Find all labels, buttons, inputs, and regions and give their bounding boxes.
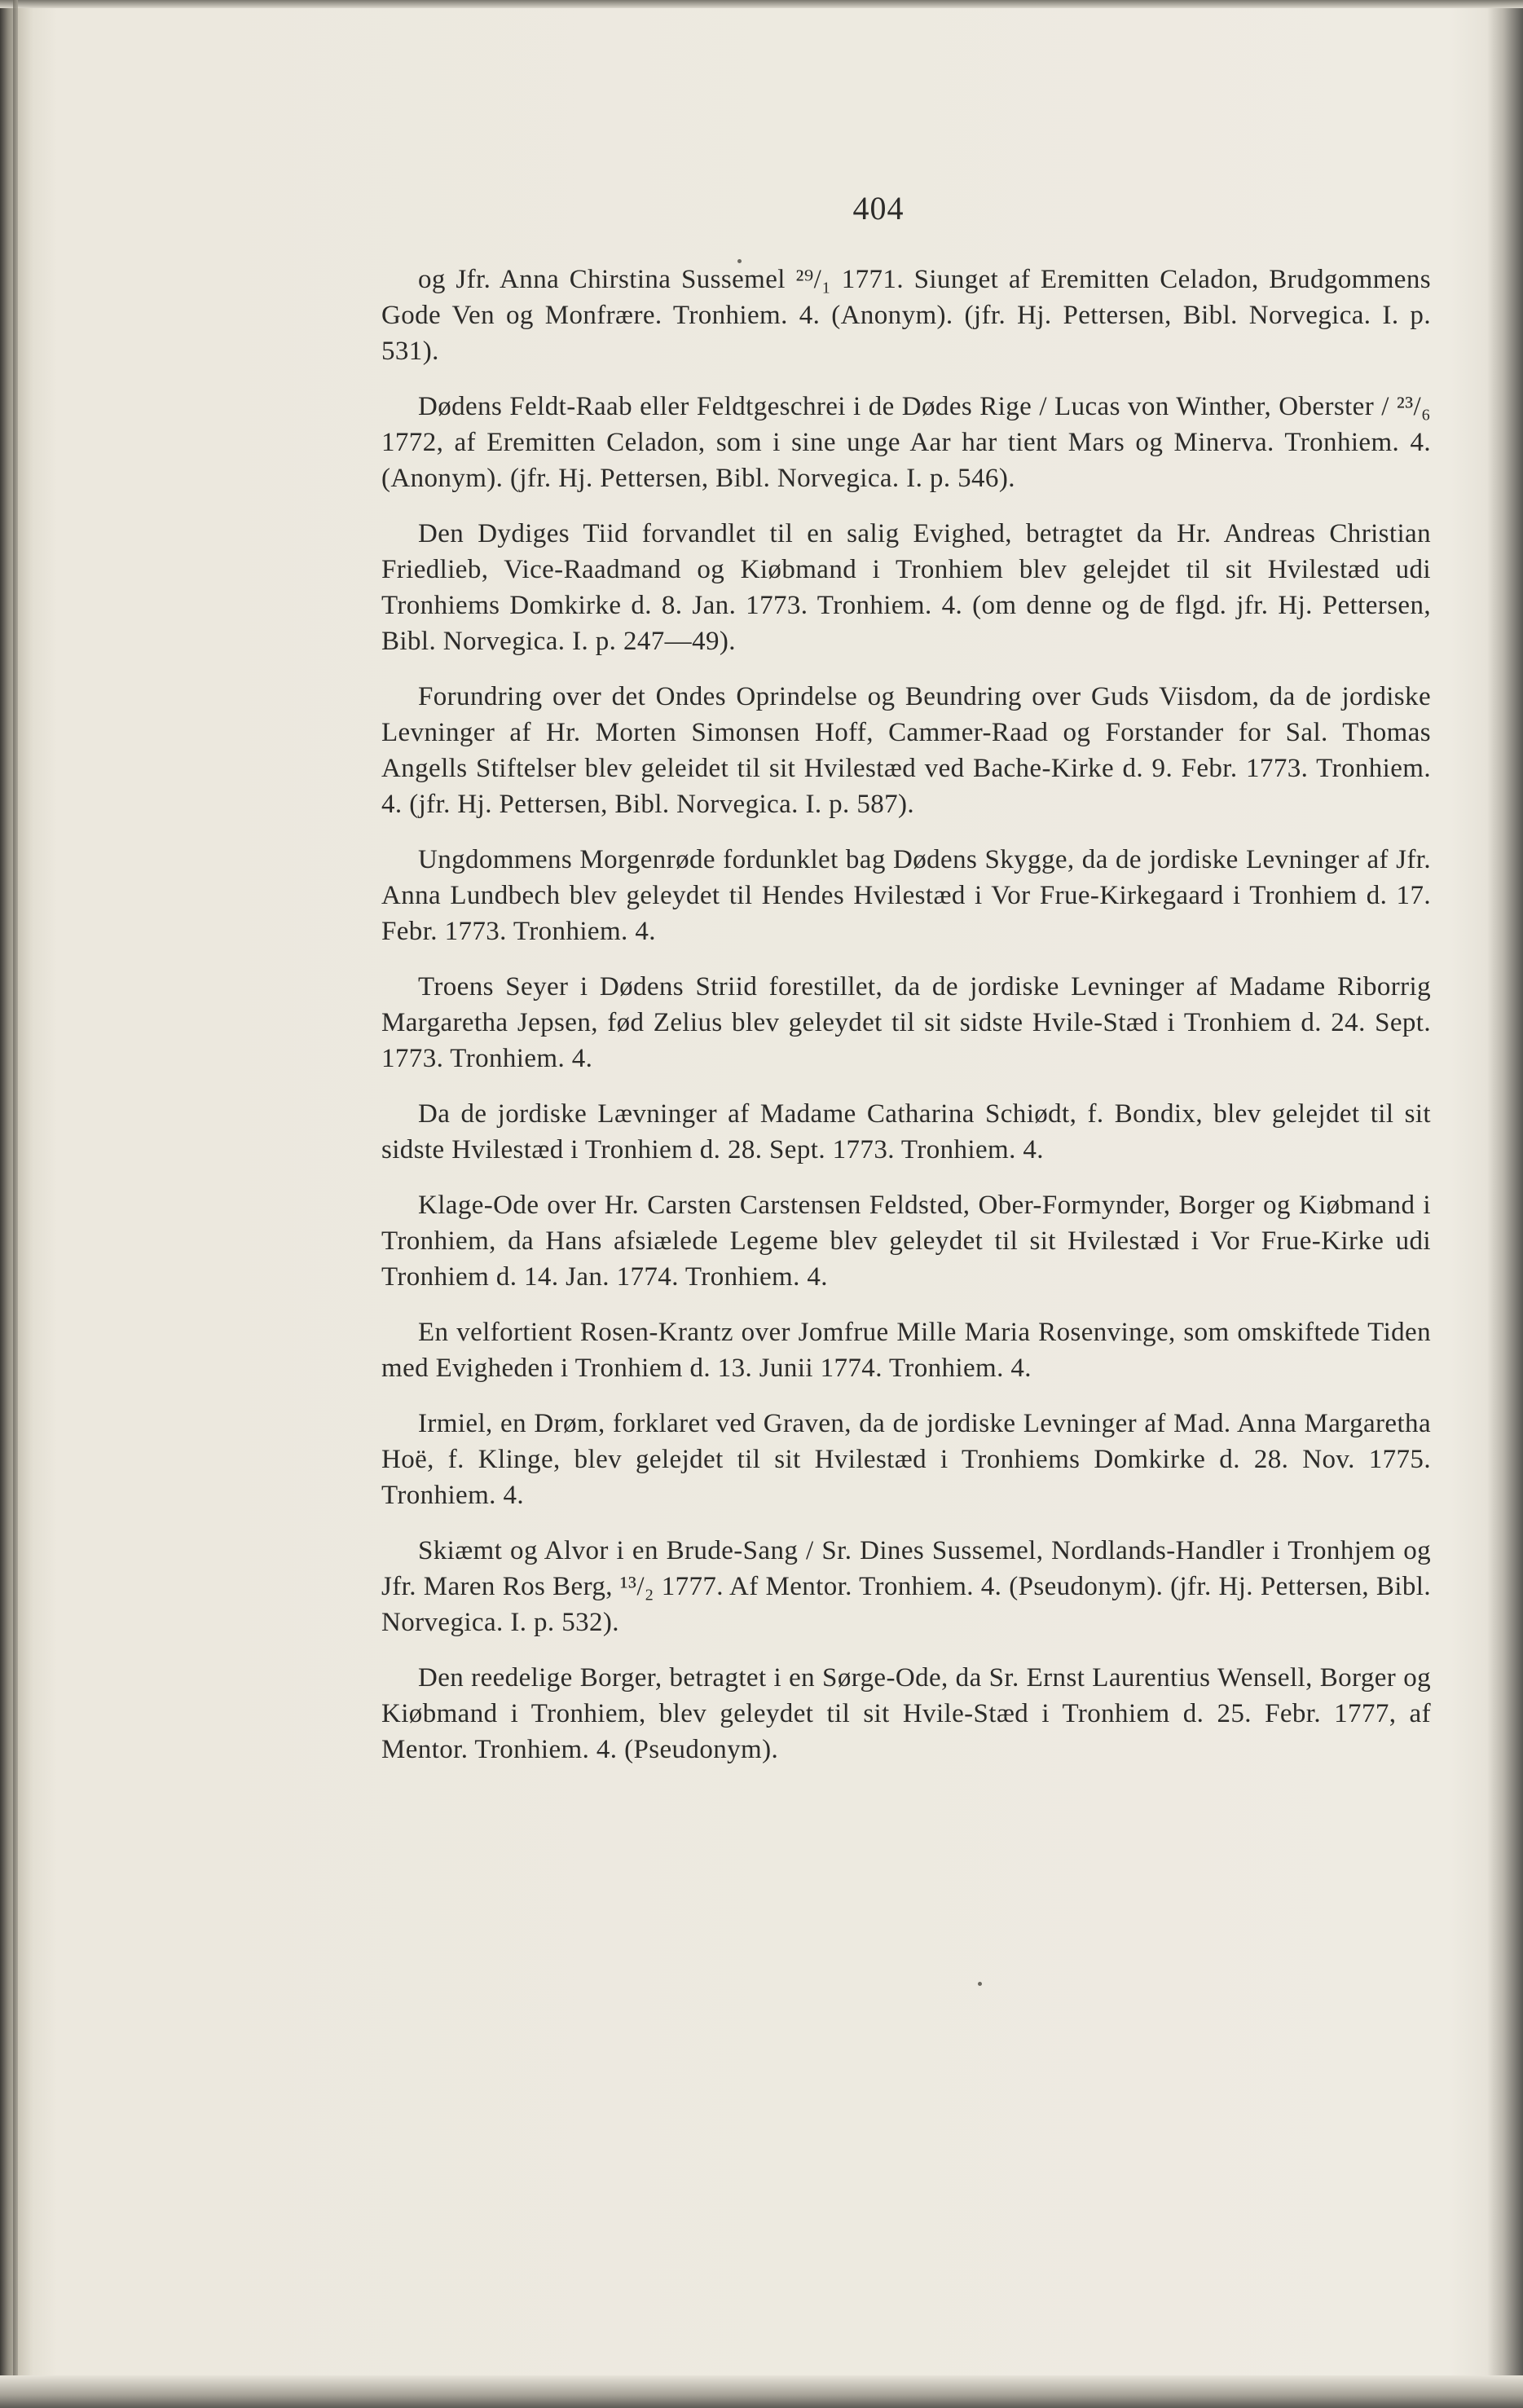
page-top-edge (0, 0, 1523, 8)
bibliography-entry: Irmiel, en Drøm, forklaret ved Graven, da de jordiske Levninger af Mad. Anna Margaretha Hoë, f. Klinge, blev gelejdet til sit Hvilestæd i Tronhiems Domkirke d. 28. Nov. 1775. Tronhiem. 4. (381, 1409, 1431, 1510)
bibliography-entry: Klage-Ode over Hr. Carsten Carstensen Feldsted, Ober-Formynder, Borger og Kiøbmand i Tronhiem, da Hans afsiælede Legeme blev geleydet til sit Hvilestæd i Vor Frue-Kirke udi Tronhiem d. 14. Jan. 1774. Tronhiem. 4. (381, 1191, 1431, 1292)
bibliography-entry: Den reedelige Borger, betragtet i en Sørge-Ode, da Sr. Ernst Laurentius Wensell, Borger og Kiøbmand i Tronhiem, blev geleydet til sit Hvile-Stæd i Tronhiem d. 25. Febr. 1777, af Mentor. Tronhiem. 4. (Pseudonym). (381, 1663, 1431, 1764)
page-content (381, 189, 1431, 1787)
bibliography-entry: Forundring over det Ondes Oprindelse og Beundring over Guds Viisdom, da de jordiske Levninger af Hr. Morten Simonsen Hoff, Cammer-Raad og Forstander for Sal. Thomas Angells Stiftelser blev geleidet til sit Hvilestæd ved Bache-Kirke d. 9. Febr. 1773. Tronhiem. 4. (jfr. Hj. Pettersen, Bibl. Norvegica. I. p. 587). (381, 682, 1431, 819)
page-number: 404 (852, 190, 905, 227)
bibliography-entry: og Jfr. Anna Chirstina Sussemel ²⁹/₁ 1771. Siunget af Eremitten Celadon, Brudgommens Gode Ven og Monfrære. Tronhiem. 4. (Anonym). (jfr. Hj. Pettersen, Bibl. Norvegica. I. p. 531). (381, 265, 1431, 366)
bibliography-entry: En velfortient Rosen-Krantz over Jomfrue Mille Maria Rosenvinge, som omskiftede Tiden med Evigheden i Tronhiem d. 13. Junii 1774. Tronhiem. 4. (381, 1318, 1431, 1383)
bibliography-entry: Ungdommens Morgenrøde fordunklet bag Dødens Skygge, da de jordiske Levninger af Jfr. Anna Lundbech blev geleydet til Hendes Hvilestæd i Vor Frue-Kirkegaard i Tronhiem d. 17. Febr. 1773. Tronhiem. 4. (381, 845, 1431, 946)
bibliography-entry: Dødens Feldt-Raab eller Feldtgeschrei i de Dødes Rige / Lucas von Winther, Oberster / ²³/₆ 1772, af Eremitten Celadon, som i sine unge Aar har tient Mars og Minerva. Tronhiem. 4. (Anonym). (jfr. Hj. Pettersen, Bibl. Norvegica. I. p. 546). (381, 392, 1431, 493)
page-bottom-edge (0, 2375, 1523, 2408)
binding-edge (13, 0, 18, 2408)
bibliography-entry: Den Dydiges Tiid forvandlet til en salig Evighed, betragtet da Hr. Andreas Christian Friedlieb, Vice-Raadmand og Kiøbmand i Tronhiem blev gelejdet til sit Hvilestæd udi Tronhiems Domkirke d. 8. Jan. 1773. Tronhiem. 4. (om denne og de flgd. jfr. Hj. Pettersen, Bibl. Norvegica. I. p. 247—49). (381, 519, 1431, 656)
bibliography-entry: Da de jordiske Lævninger af Madame Catharina Schiødt, f. Bondix, blev gelejdet til sit sidste Hvilestæd i Tronhiem d. 28. Sept. 1773. Tronhiem. 4. (381, 1099, 1431, 1164)
bibliography-entry: Troens Seyer i Dødens Striid forestillet, da de jordiske Levninger af Madame Riborrig Margaretha Jepsen, fød Zelius blev geleydet til sit sidste Hvile-Stæd i Tronhiem d. 24. Sept. 1773. Tronhiem. 4. (381, 972, 1431, 1073)
speck-mark (978, 1982, 982, 1986)
bibliography-entry: Skiæmt og Alvor i en Brude-Sang / Sr. Dines Sussemel, Nordlands-Handler i Tronhjem og Jfr. Maren Ros Berg, ¹³/₂ 1777. Af Mentor. Tronhiem. 4. (Pseudonym). (jfr. Hj. Pettersen, Bibl. Norvegica. I. p. 532). (381, 1536, 1431, 1637)
